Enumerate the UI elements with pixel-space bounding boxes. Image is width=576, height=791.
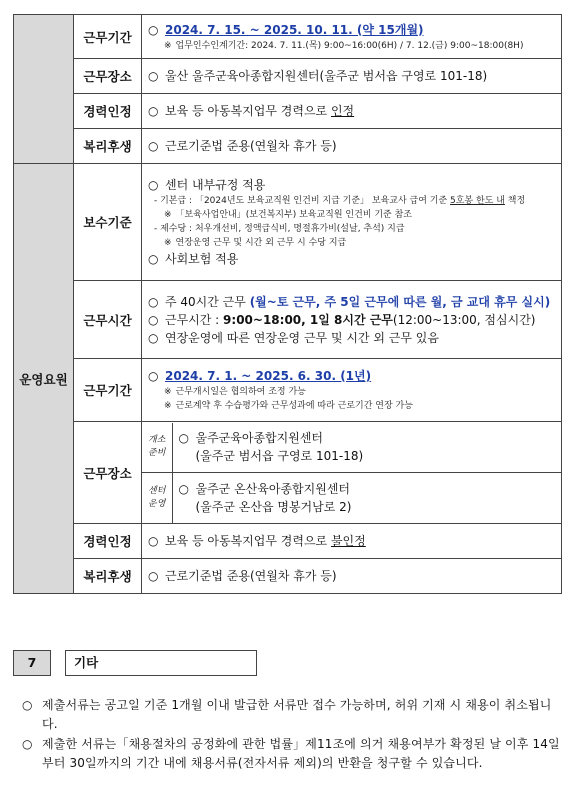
row-top-period (14, 15, 562, 59)
pay-allowance-ref: 연장운영 근무 및 시간 외 근무 시 수당 지급 (175, 238, 347, 248)
pay-allowance: - 제수당 : 처우개선비, 정액급식비, 명절휴가비(설날, 추석) 지급 (154, 224, 405, 234)
bullet-icon: ○ (178, 481, 189, 496)
hours-line2-time: 9:00~18:00, 1일 8시간 근무 (223, 312, 393, 327)
ops-period-note2: 근로계약 후 수습평가와 근무성과에 따라 근로기간 연장 가능 (175, 401, 413, 411)
top-period-main: 2024. 7. 15. ~ 2025. 10. 11. (약 15개월) (165, 22, 424, 37)
label-top-place: 근무장소 (74, 59, 142, 94)
content-ops-hours (142, 281, 562, 359)
reference-mark-icon: ※ (164, 210, 172, 220)
ops-place-name: 울주군육아종합지원센터 (195, 431, 324, 446)
reference-mark-icon: ※ (164, 238, 172, 248)
bullet-icon: ○ (148, 139, 159, 153)
content-ops-place (142, 422, 562, 524)
bullet-icon: ○ (148, 330, 159, 345)
content-top-career (142, 94, 562, 129)
content-ops-welfare (142, 559, 562, 594)
row-ops-period (14, 359, 562, 422)
row-ops-pay (14, 164, 562, 281)
note-item (22, 735, 562, 773)
top-career-key: 인정 (330, 104, 355, 118)
hours-line2-post: (12:00~13:00, 점심시간) (392, 312, 536, 327)
label-top-welfare: 복리후생 (74, 129, 142, 164)
content-top-period (142, 15, 562, 59)
reference-mark-icon: ※ (164, 387, 172, 397)
bullet-icon: ○ (148, 252, 159, 266)
ops-welfare-text: 근로기준법 준용(연월차 휴가 등) (165, 569, 337, 583)
tag-line: 운영 (148, 498, 166, 509)
label-ops-career: 경력인정 (74, 524, 142, 559)
ops-place-row (142, 423, 561, 473)
hours-line2-pre: 근무시간 : (165, 312, 224, 327)
ops-career-text: 보육 등 아동복지업무 경력으로 (165, 534, 331, 548)
pay-basic-ref: 「보육사업안내」(보건복지부) 보육교직원 인건비 기준 참조 (175, 210, 412, 220)
content-top-welfare (142, 129, 562, 164)
ops-period-main: 2024. 7. 1. ~ 2025. 6. 30. (1년) (165, 369, 372, 383)
label-top-period: 근무기간 (74, 15, 142, 59)
bullet-icon: ○ (178, 431, 189, 446)
row-ops-place (14, 422, 562, 524)
hours-line1-detail: (월~토 근무, 주 5일 근무에 따른 월, 금 교대 휴무 실시) (249, 294, 551, 309)
pay-item2: 사회보험 적용 (165, 252, 239, 266)
section-7-header (13, 650, 257, 676)
pay-basic-post: 책정 (504, 196, 526, 206)
label-ops-hours: 근무시간 (74, 281, 142, 359)
bullet-icon: ○ (148, 569, 159, 583)
content-top-place (142, 59, 562, 94)
ops-place-tag (142, 473, 172, 523)
label-top-career: 경력인정 (74, 94, 142, 129)
ops-place-detail (172, 423, 561, 473)
row-top-place (14, 59, 562, 94)
row-ops-welfare (14, 559, 562, 594)
top-place-text: 울산 울주군육아종합지원센터(울주군 범서읍 구영로 101-18) (165, 69, 488, 83)
label-ops-period: 근무기간 (74, 359, 142, 422)
bullet-icon: ○ (148, 534, 159, 548)
top-career-text: 보육 등 아동복지업무 경력으로 (165, 104, 331, 118)
ops-place-subtable (142, 423, 561, 523)
tag-line: 센터 (148, 485, 166, 496)
ops-career-key: 불인정 (330, 534, 366, 548)
ops-place-detail (172, 473, 561, 523)
ops-place-address: (울주군 온산읍 명봉거남로 2) (195, 499, 352, 514)
bullet-icon: ○ (22, 698, 33, 712)
content-ops-pay (142, 164, 562, 281)
content-ops-period (142, 359, 562, 422)
tag-line: 개소 (148, 435, 166, 446)
section-number: 7 (13, 650, 51, 676)
hours-line1-pre: 주 40시간 근무 (165, 294, 250, 309)
label-ops-place: 근무장소 (74, 422, 142, 524)
row-top-welfare (14, 129, 562, 164)
note-item (22, 696, 562, 734)
ops-period-note1: 근무개시일은 협의하여 조정 가능 (175, 387, 306, 397)
label-ops-pay: 보수기준 (74, 164, 142, 281)
ops-place-name: 울주군 온산육아종합지원센터 (195, 481, 351, 496)
top-period-note: 업무인수인계기간: 2024. 7. 11.(목) 9:00~16:00(6H) / 7. 12.(금) 9:00~18:00(8H) (175, 40, 524, 51)
row-top-career (14, 94, 562, 129)
category-top (14, 15, 74, 164)
row-ops-hours (14, 281, 562, 359)
category-ops: 운영요원 (14, 164, 74, 594)
hours-line3: 연장운영에 따른 연장운영 근무 및 시간 외 근무 있음 (165, 330, 439, 345)
reference-mark-icon: ※ (164, 40, 172, 51)
bullet-icon: ○ (148, 369, 159, 383)
section-title: 기타 (65, 650, 257, 676)
bullet-icon: ○ (148, 294, 159, 309)
recruitment-table (13, 14, 562, 594)
label-ops-welfare: 복리후생 (74, 559, 142, 594)
content-ops-career (142, 524, 562, 559)
ops-place-tag (142, 423, 172, 473)
reference-mark-icon: ※ (164, 401, 172, 411)
top-welfare-text: 근로기준법 준용(연월차 휴가 등) (165, 139, 337, 153)
pay-basic-pre: - 기본급 : 「2024년도 보육교직원 인건비 지급 기준」 보육교사 급여 기준 (154, 196, 451, 206)
bullet-icon: ○ (22, 737, 33, 751)
bullet-icon: ○ (148, 178, 159, 192)
bullet-icon: ○ (148, 22, 159, 37)
tag-line: 준비 (148, 448, 166, 459)
section-7-notes (22, 696, 562, 774)
bullet-icon: ○ (148, 104, 159, 118)
pay-basic-limit: 5호봉 한도 내 (450, 196, 505, 206)
bullet-icon: ○ (148, 69, 159, 83)
pay-item1: 센터 내부규정 적용 (165, 178, 266, 192)
note-text: 제출한 서류는「채용절차의 공정화에 관한 법률」제11조에 의거 채용여부가 확정된 날 이후 14일부터 30일까지의 기간 내에 채용서류(전자서류 제외)의 반환을 청구할 수 있습니다. (42, 737, 560, 770)
row-ops-career (14, 524, 562, 559)
bullet-icon: ○ (148, 312, 159, 327)
ops-place-row (142, 473, 561, 523)
ops-place-address: (울주군 범서읍 구영로 101-18) (195, 449, 364, 464)
note-text: 제출서류는 공고일 기준 1개월 이내 발급한 서류만 접수 가능하며, 허위 기재 시 채용이 취소됩니다. (42, 698, 552, 731)
